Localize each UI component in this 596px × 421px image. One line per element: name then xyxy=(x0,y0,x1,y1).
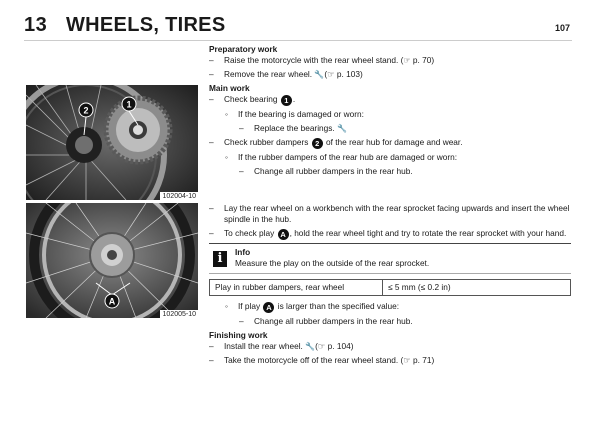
wrench-icon: 🔧 xyxy=(337,124,347,133)
play-action: – Change all rubber dampers in the rear hub. xyxy=(209,316,571,327)
work-steps-upper xyxy=(209,44,571,177)
callout-2-badge: 2 xyxy=(312,138,323,149)
work-steps-lower xyxy=(209,203,571,366)
spec-label: Play in rubber dampers, rear wheel xyxy=(210,280,383,296)
step-check-bearing: – Check bearing 1 . xyxy=(209,94,571,106)
dampers-action: – Change all rubber dampers in the rear hub. xyxy=(209,166,571,177)
bearing-action: – Replace the bearings. 🔧 xyxy=(209,123,571,134)
figure-label: 102005-10 xyxy=(160,310,198,318)
table-row xyxy=(210,280,571,296)
bearing-condition: ◦ If the bearing is damaged or worn: xyxy=(209,109,571,120)
callout-1-badge: 1 xyxy=(281,95,292,106)
figure-rear-hub-bearing xyxy=(26,85,198,200)
info-icon: i xyxy=(213,251,227,267)
play-condition: ◦ If play A is larger than the specified value: xyxy=(209,301,571,313)
info-text: Measure the play on the outside of the rear sprocket. xyxy=(235,258,430,268)
prep-step-raise: – Raise the motorcycle with the rear wheel stand. (☞ p. 70) xyxy=(209,55,571,66)
info-box xyxy=(209,243,571,274)
spec-value: ≤ 5 mm (≤ 0.2 in) xyxy=(383,280,571,296)
chapter-title: WHEELS, TIRES xyxy=(66,14,226,36)
dampers-condition: ◦ If the rubber dampers of the rear hub are damaged or worn: xyxy=(209,152,571,163)
rear-hub-photo xyxy=(26,85,198,200)
callout-a-badge: A xyxy=(263,302,274,313)
pointing-hand-icon: ☞ xyxy=(327,69,335,79)
figure-label: 102004-10 xyxy=(160,192,198,200)
chapter-number: 13 xyxy=(24,14,48,36)
svg-text:1: 1 xyxy=(126,99,132,110)
spec-table xyxy=(209,279,571,296)
wrench-icon: 🔧 xyxy=(305,342,316,351)
prep-step-remove: – Remove the rear wheel. 🔧(☞ p. 103) xyxy=(209,69,571,80)
header-divider xyxy=(24,40,572,41)
wrench-icon: 🔧 xyxy=(314,70,325,79)
svg-text:A: A xyxy=(108,296,116,307)
rear-wheel-photo xyxy=(26,203,198,318)
figure-rear-wheel-play xyxy=(26,203,198,318)
callout-a-badge: A xyxy=(278,229,289,240)
info-title: Info xyxy=(235,247,251,257)
finishing-heading: Finishing work xyxy=(209,330,268,340)
pointing-hand-icon: ☞ xyxy=(403,56,411,65)
finish-step-stand: – Take the motorcycle off of the rear wheel stand. (☞ p. 71) xyxy=(209,355,571,366)
finish-step-install: – Install the rear wheel. 🔧(☞ p. 104) xyxy=(209,341,571,352)
pointing-hand-icon: ☞ xyxy=(403,355,411,365)
svg-text:2: 2 xyxy=(83,105,89,116)
step-check-dampers: – Check rubber dampers 2 of the rear hub for damage and wear. xyxy=(209,137,571,149)
pointing-hand-icon: ☞ xyxy=(317,341,326,351)
main-heading: Main work xyxy=(209,83,250,93)
page-number: 107 xyxy=(554,23,570,33)
step-check-play: – To check play A , hold the rear wheel tight and try to rotate the rear sprocket with your hand. xyxy=(209,228,571,240)
preparatory-heading: Preparatory work xyxy=(209,44,278,54)
step-workbench: – Lay the rear wheel on a workbench with the rear sprocket facing upwards and insert the wheel spindle in the hub. xyxy=(209,203,571,225)
